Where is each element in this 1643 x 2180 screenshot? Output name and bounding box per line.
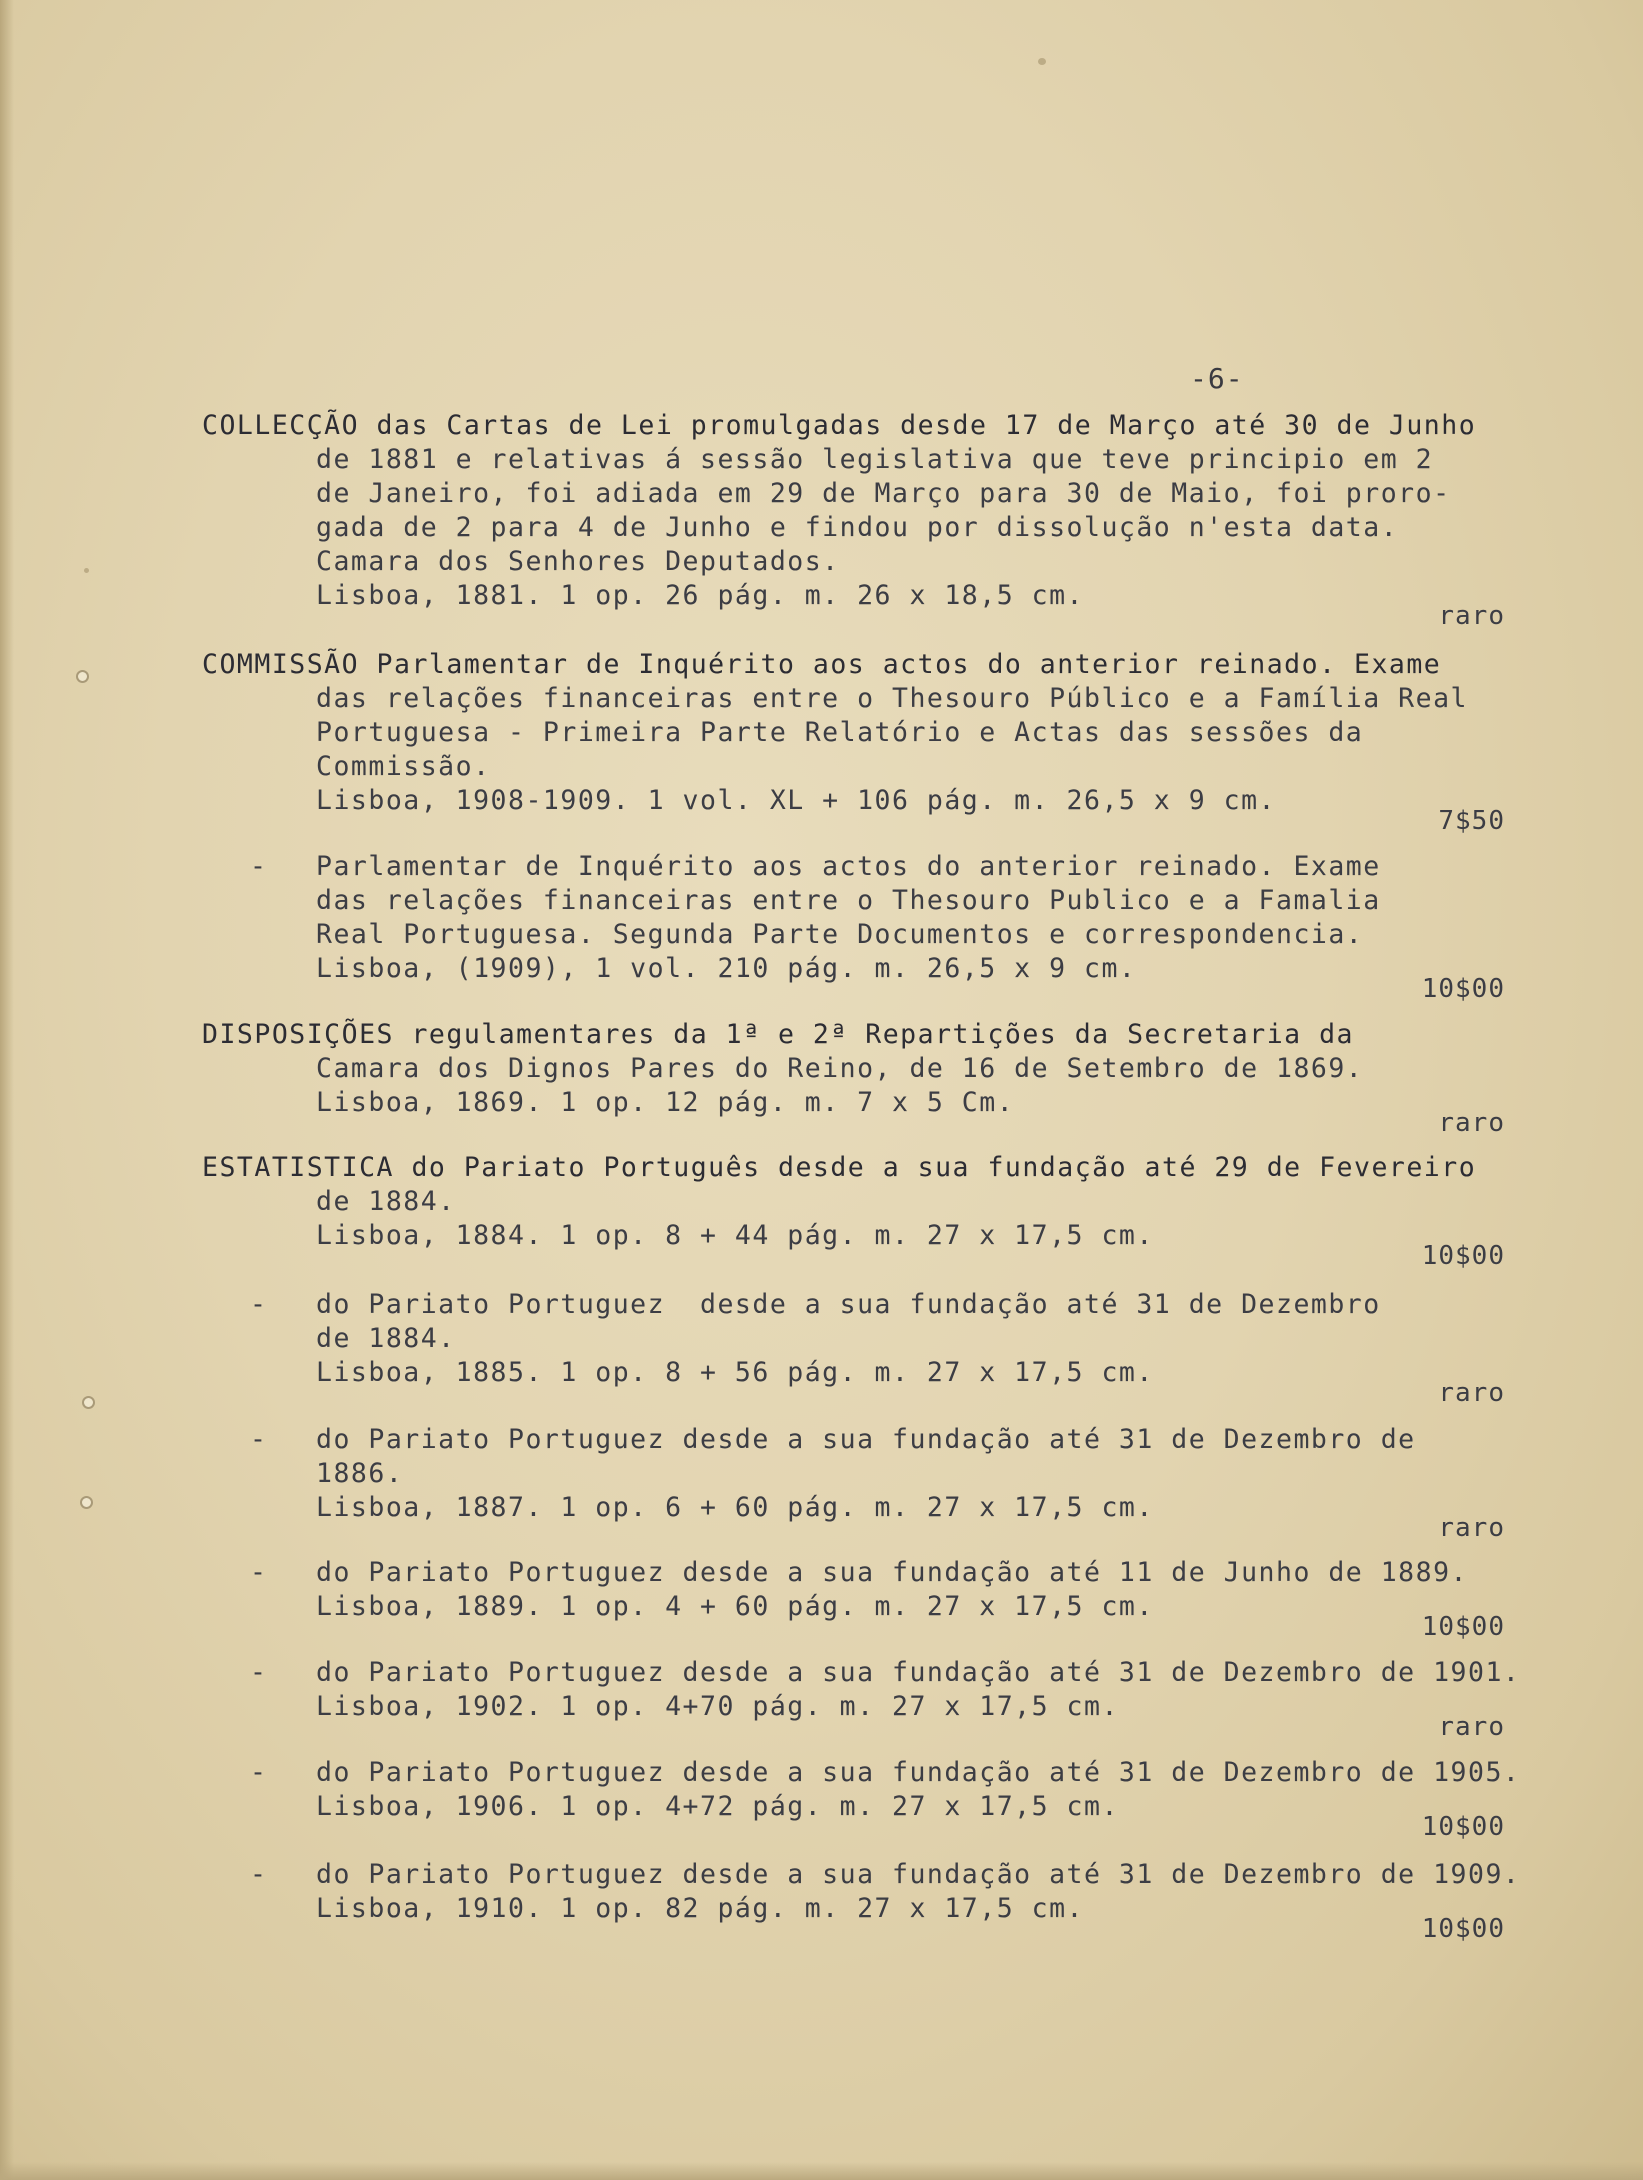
entry-text-line: de 1881 e relativas á sessão legislativa que teve principio em 2 [316,444,1434,475]
catalogue-entry [0,409,1643,631]
entry-text-line: Lisboa, 1908-1909. 1 vol. XL + 106 pág. m. 26,5 x 9 cm. [316,785,1276,816]
entry-text-line: Lisboa, 1885. 1 op. 8 + 56 pág. m. 27 x 17,5 cm. [316,1357,1154,1388]
entry-dash: - [250,1657,268,1688]
entry-text-line: das relações financeiras entre o Thesouro Público e a Família Real [316,683,1468,714]
entry-text-line: Lisboa, 1887. 1 op. 6 + 60 pág. m. 27 x 17,5 cm. [316,1492,1154,1523]
entry-price: raro [1438,1712,1505,1742]
entry-price: 7$50 [1438,806,1505,836]
entry-text-line: de 1884. [316,1323,456,1354]
entry-text-line: Camara dos Dignos Pares do Reino, de 16 de Setembro de 1869. [316,1053,1364,1084]
entry-dash: - [250,1757,268,1788]
catalogue-entry [0,1656,1643,1742]
entry-price: raro [1438,1378,1505,1408]
catalogue-entry [0,1756,1643,1842]
entry-text-line: Portuguesa - Primeira Parte Relatório e Actas das sessões da [316,717,1364,748]
entry-text-line: das relações financeiras entre o Thesouro Publico e a Famalia [316,885,1381,916]
entry-dash: - [250,1859,268,1890]
entry-text-line: 1886. [316,1458,404,1489]
entry-price: raro [1438,1513,1505,1543]
entry-text-line: Lisboa, 1889. 1 op. 4 + 60 pág. m. 27 x 17,5 cm. [316,1591,1154,1622]
paper-stain [1038,58,1046,65]
entry-text-line: de Janeiro, foi adiada em 29 de Março para 30 de Maio, foi proro- [316,478,1451,509]
entry-heading-line: do Pariato Portuguez desde a sua fundação até 31 de Dezembro de 1905. [316,1757,1521,1788]
entry-price: 10$00 [1421,1812,1505,1842]
entry-heading-line: DISPOSIÇÕES regulamentares da 1ª e 2ª Repartições da Secretaria da [202,1019,1354,1050]
entry-heading-line: do Pariato Portuguez desde a sua fundação até 31 de Dezembro [316,1289,1381,1320]
entry-price: raro [1438,601,1505,631]
catalogue-entry [0,1288,1643,1408]
entry-heading-line: do Pariato Portuguez desde a sua fundação até 31 de Dezembro de 1909. [316,1859,1521,1890]
entry-text-line: Real Portuguesa. Segunda Parte Documentos e correspondencia. [316,919,1364,950]
catalogue-entry [0,1018,1643,1138]
entry-text-line: Lisboa, 1902. 1 op. 4+70 pág. m. 27 x 17,5 cm. [316,1691,1119,1722]
catalogue-entry [0,1858,1643,1944]
entry-text-line: Lisboa, (1909), 1 vol. 210 pág. m. 26,5 x 9 cm. [316,953,1137,984]
catalogue-entry [0,850,1643,1004]
page-number: -6- [1190,362,1244,395]
entry-text-line: Lisboa, 1906. 1 op. 4+72 pág. m. 27 x 17,5 cm. [316,1791,1119,1822]
entry-price: 10$00 [1421,1612,1505,1642]
catalogue-entry [0,1151,1643,1271]
entry-dash: - [250,1289,268,1320]
punch-hole [82,1396,95,1409]
entry-text-line: de 1884. [316,1186,456,1217]
entry-price: 10$00 [1421,1241,1505,1271]
catalogue-entry [0,1423,1643,1543]
entry-text-line: Lisboa, 1869. 1 op. 12 pág. m. 7 x 5 Cm. [316,1087,1015,1118]
entry-text-line: gada de 2 para 4 de Junho e findou por dissolução n'esta data. [316,512,1399,543]
entry-heading-line: do Pariato Portuguez desde a sua fundação até 11 de Junho de 1889. [316,1557,1468,1588]
paper-edge-shadow-bottom [0,2162,1643,2180]
entry-dash: - [250,1424,268,1455]
entry-text-line: Commissão. [316,751,491,782]
entry-heading-line: COMMISSÃO Parlamentar de Inquérito aos actos do anterior reinado. Exame [202,649,1442,680]
entry-text-line: Lisboa, 1884. 1 op. 8 + 44 pág. m. 27 x 17,5 cm. [316,1220,1154,1251]
entry-price: raro [1438,1108,1505,1138]
entry-heading-line: do Pariato Portuguez desde a sua fundação até 31 de Dezembro de 1901. [316,1657,1521,1688]
entry-heading-line: Parlamentar de Inquérito aos actos do anterior reinado. Exame [316,851,1381,882]
entry-text-line: Lisboa, 1881. 1 op. 26 pág. m. 26 x 18,5 cm. [316,580,1084,611]
entry-heading-line: do Pariato Portuguez desde a sua fundação até 31 de Dezembro de [316,1424,1416,1455]
entry-text-line: Camara dos Senhores Deputados. [316,546,840,577]
entry-heading-line: ESTATISTICA do Pariato Português desde a sua fundação até 29 de Fevereiro [202,1152,1477,1183]
entry-price: 10$00 [1421,974,1505,1004]
catalogue-entry [0,1556,1643,1642]
entry-dash: - [250,1557,268,1588]
entry-heading-line: COLLECÇÃO das Cartas de Lei promulgadas desde 17 de Março até 30 de Junho [202,410,1477,441]
entry-dash: - [250,851,268,882]
catalogue-entry [0,648,1643,836]
entry-text-line: Lisboa, 1910. 1 op. 82 pág. m. 27 x 17,5 cm. [316,1893,1084,1924]
entry-price: 10$00 [1421,1914,1505,1944]
